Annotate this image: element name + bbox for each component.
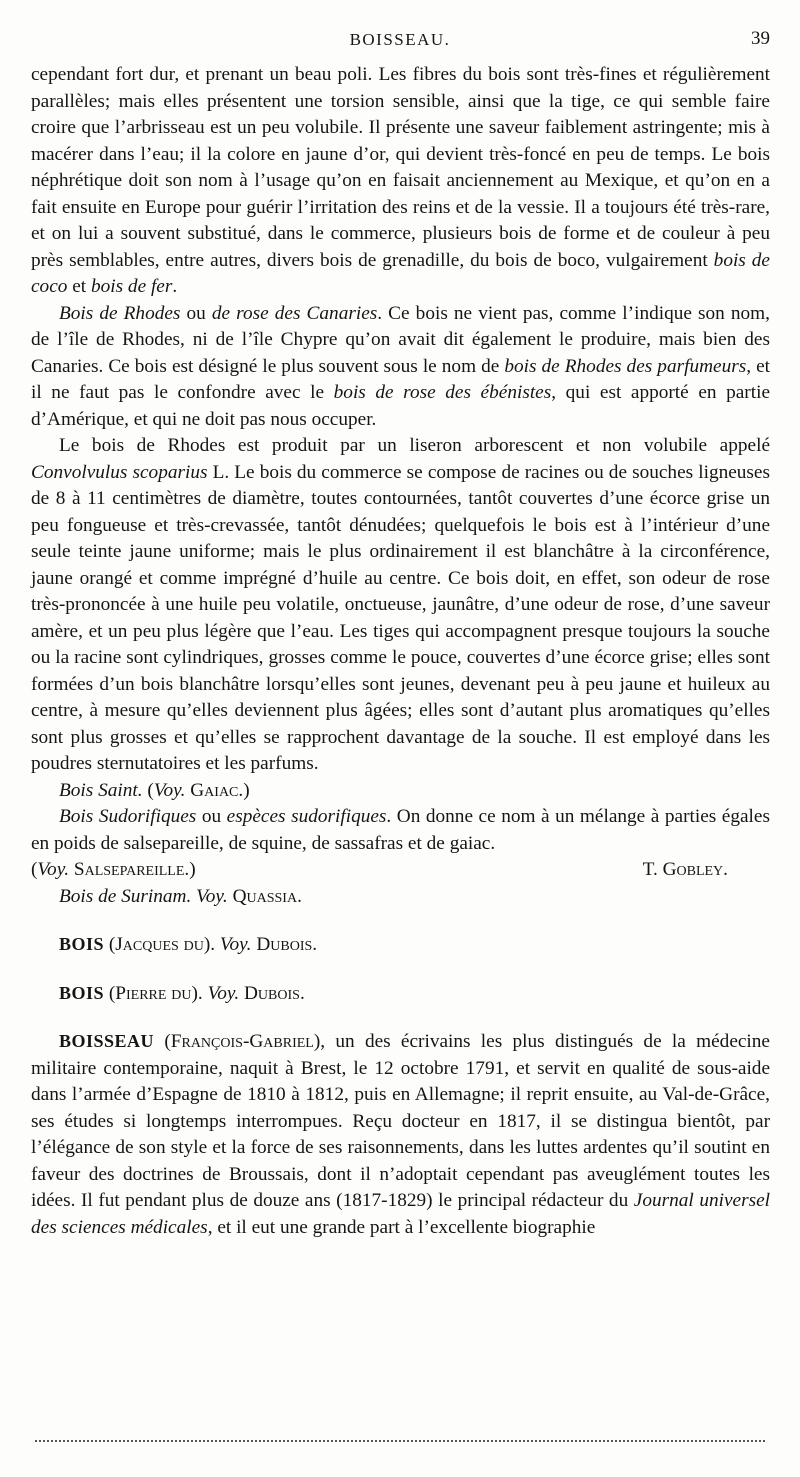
author-signature: T. Gobley.: [642, 859, 728, 880]
entry-bois-jacques: BOIS (Jacques du). Voy. Dubois.: [59, 934, 318, 955]
paragraph-bois-nephretique-continued: cependant fort dur, et prenant un beau poli. Les fibres du bois sont très-fines et régulièrement parallèles; mais elles présentent une torsion sensible, ainsi que la tige, ce qui semble faire croire que l’arbrisseau est un peu volubile. Il présente une saveur faiblement astringente; mis à macérer dans l’eau; il la colore en jaune d’or, qui devient très-foncé en peu de temps. Le bois néphrétique doit son nom à l’usage qu’on en faisait anciennement au Mexique, et qu’on en a fait ensuite en Europe pour guérir l’irritation des reins et de la vessie. Il a toujours été très-rare, et on lui a souvent substitué, dans le commerce, plusieurs bois de forme et de couleur à peu près semblables, entre autres, divers bois de grenadille, du bois de boco, vulgairement bois de coco et bois de fer.: [31, 64, 770, 297]
entry-headword: BOIS: [59, 934, 105, 954]
entry-boisseau: BOISSEAU (François-Gabriel), un des écrivains les plus distingués de la médecine militaire contemporaine, naquit à Brest, le 12 octobre 1791, et servit en qualité de sous-aide dans l’armée d’Espagne de 1810 à 1812, puis en Allemagne; il reprit ensuite, au Val-de-Grâce, ses études si longtemps interrompues. Reçu docteur en 1817, il se distingua bientôt, par l’élégance de son style et la force de ses raisonnements, dans les luttes ardentes qu’il soutint en faveur des doctrines de Broussais, dont il n’adoptait cependant pas aveuglément toutes les idées. Il fut pendant plus de douze ans (1817-1829) le principal rédacteur du Journal universel des sciences médicales, et il eut une grande part à l’excellente biographie: [31, 1031, 770, 1238]
entry-bois-de-surinam: Bois de Surinam. Voy. Quassia.: [59, 885, 302, 907]
page-number: 39: [751, 28, 770, 49]
entry-headword: BOIS: [59, 982, 105, 1003]
paragraph-bois-de-rhodes: Bois de Rhodes ou de rose des Canaries. Ce bois ne vient pas, comme l’indique son nom, de l’île de Rhodes, ni de l’île Chypre qu’on avait dit également le produire, mais bien des Canaries. Ce bois est désigné le plus souvent sous le nom de bois de Rhodes des parfumeurs, et il ne faut pas le confondre avec le bois de rose des ébénistes, qui est apporté en partie d’Amérique, et qui ne doit pas nous occuper.: [31, 302, 770, 430]
signature-line: (Voy. Salsepareille.) T. Gobley.: [31, 857, 770, 884]
entry-bois-pierre: BOIS (Pierre du). Voy. Dubois.: [59, 982, 305, 1004]
entry-bois-sudorifiques: Bois Sudorifiques ou espèces sudorifiques. On donne ce nom à un mélange à parties égales en poids de salsepareille, de squine, de sassafras et de gaiac.: [31, 806, 770, 854]
paragraph-convolvulus: Le bois de Rhodes est produit par un liseron arborescent et non volubile appelé Convolvulus scoparius L. Le bois du commerce se compose de racines ou de souches ligneuses de 8 à 11 centimètres de diamètre, toutes contournées, tantôt couvertes d’une écorce grise un peu fongueuse et très-crevassée, tantôt dénudées; quelquefois le bois est à l’intérieur d’une seule teinte jaune uniforme; mais le plus ordinairement il est blanchâtre à la circonférence, jaune orangé et comme imprégné d’huile au centre. Ce bois doit, en effet, son odeur de rose très-prononcée à une huile peu volatile, onctueuse, jaunâtre, d’une odeur de rose, d’une saveur amère, et un peu plus légère que l’eau. Les tiges qui accompagnent presque toujours la souche ou la racine sont cylindriques, grosses comme le pouce, couvertes d’une écorce grise; elles sont formées d’un bois blanchâtre lorsqu’elles sont jeunes, devenant peu à peu jaune et huileux au centre, à mesure qu’elles deviennent plus âgées; elles sont d’autant plus aromatiques qu’elles sont plus grosses et qu’elles se rapprochent davantage de la souche. Il est employé dans les poudres sternutatoires et les parfums.: [31, 435, 770, 774]
footer-rule: [35, 1440, 765, 1442]
entry-headword: BOISSEAU: [59, 1031, 155, 1051]
entry-bois-saint: Bois Saint. (Voy. Gaiac.): [59, 779, 250, 801]
running-head: BOISSEAU.: [349, 30, 451, 49]
body-text: [31, 62, 770, 1241]
